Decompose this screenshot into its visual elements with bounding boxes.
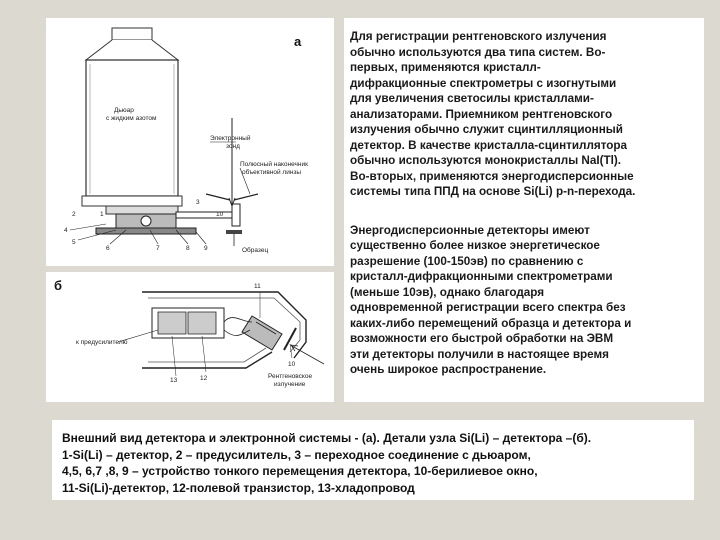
part-number-12: 12 (200, 375, 208, 382)
dewar-base (82, 196, 182, 206)
part-number-9: 9 (204, 245, 208, 252)
part-number-11: 11 (254, 283, 261, 290)
part-number-3: 3 (196, 199, 200, 206)
pole-callout-line1: Полюсный наконечник (240, 161, 308, 168)
paragraph2-line-4: кристалл-дифракционными спектрометрами (350, 270, 613, 283)
description-panel (344, 18, 704, 402)
paragraph1-line-3: первых, применяются кристалл- (350, 61, 541, 74)
probe-callout-line1: Электронный (210, 135, 251, 142)
stage-rail (96, 228, 196, 234)
paragraph2-line-7: каких-либо перемещений образца и детектора и (350, 316, 632, 330)
figure-b-drawing (46, 272, 334, 402)
paragraph2-line-8: возможности его быстрой обработки на ЭВМ (350, 332, 614, 345)
dewar-callout-line2: с жидким азотом (106, 115, 157, 122)
part-number-6: 6 (106, 245, 110, 252)
paragraph1-line-5: для увеличения светосилы кристаллами- (350, 92, 594, 105)
stage-knob (141, 216, 151, 226)
part-number-7: 7 (156, 245, 160, 252)
caption-line-1: Внешний вид детектора и электронной системы - (а). Детали узла Si(Li) – детектора –(б). (62, 431, 592, 445)
paragraph1-line-1: Для регистрации рентгеновского излучения (350, 30, 607, 43)
caption-panel (52, 420, 694, 500)
part-number-10: 10 (216, 211, 224, 218)
dewar-shoulder (86, 40, 178, 60)
dewar-cap (112, 28, 152, 40)
preamp-callout: к предусилителю (76, 339, 128, 346)
caption-line-2: 1-Si(Li) – детектор, 2 – предусилитель, 3 – переходное соединение с дьюаром, (62, 447, 531, 462)
figure-a-label: а (294, 34, 302, 49)
paragraph1-line-4: дифракционные спектрометры с изогнутыми (350, 76, 617, 90)
xray-callout-line2: излучение (274, 381, 306, 388)
dewar-body (86, 60, 178, 196)
paragraph2-line-6: одновременной регистрации всего спектра без (350, 301, 626, 314)
paragraph2-line-2: существенно более низкое энергетическое (350, 239, 600, 252)
paragraph1-line-6: анализаторами. Приемником рентгеновского (350, 107, 613, 121)
part-number-4: 4 (64, 227, 68, 234)
paragraph2-line-1: Энергодисперсионные детекторы имеют (350, 223, 590, 237)
field-transistor-block (158, 312, 186, 334)
paragraph1-line-9: обычно используются монокристаллы NaI(Tl). (350, 154, 622, 167)
paragraph1-line-11: системы типа ППД на основе Si(Li) p-n-перехода. (350, 185, 636, 198)
stage-top (106, 206, 178, 214)
probe-callout-line2: зонд (226, 143, 240, 150)
part-number-13: 13 (170, 377, 178, 384)
part-number-1: 1 (100, 211, 104, 218)
caption-line-4: 11-Si(Li)-детектор, 12-полевой транзистор, 13-хладопровод (62, 480, 415, 495)
figure-caption (52, 420, 694, 496)
part-number-2: 2 (72, 211, 76, 218)
figure-a-panel (46, 18, 334, 266)
part-number-5: 5 (72, 239, 76, 246)
paragraph-xray-registration (350, 29, 698, 200)
part-number-10b: 10 (288, 361, 296, 368)
part-number-8: 8 (186, 245, 190, 252)
caption-line-3: 4,5, 6,7 ,8, 9 – устройство тонкого перемещения детектора, 10-берилиевое окно, (62, 464, 538, 479)
paragraph-energy-dispersive (350, 223, 698, 378)
paragraph1-line-10: Во-вторых, применяются энергодисперсионные (350, 169, 634, 183)
paragraph2-line-3: разрешение (100-150эв) по сравнению с (350, 254, 584, 268)
paragraph1-line-2: обычно используются два типа систем. Во- (350, 45, 606, 59)
figure-b-label: б (54, 278, 63, 293)
paragraph2-line-10: очень широкое распространение. (350, 363, 547, 376)
paragraph1-line-8: детектор. В качестве кристалла-сцинтиллятора (350, 138, 628, 152)
paragraph1-line-7: излучения обычно служит сцинтилляционный (350, 123, 623, 136)
sample-mark (226, 230, 242, 234)
paragraph2-line-9: эти детекторы получили в настоящее время (350, 347, 609, 361)
dewar-callout-line1: Дьюар (114, 107, 134, 114)
figure-b-panel (46, 272, 334, 402)
sample-callout: Образец (242, 247, 269, 254)
probe-tube (176, 212, 236, 218)
paragraph2-line-5: (меньше 10эв), однако благодаря (350, 285, 545, 299)
xray-callout-line1: Рентгеновское (268, 373, 313, 380)
figure-a-drawing (46, 18, 334, 266)
pole-callout-line2: объективной линзы (242, 169, 302, 176)
